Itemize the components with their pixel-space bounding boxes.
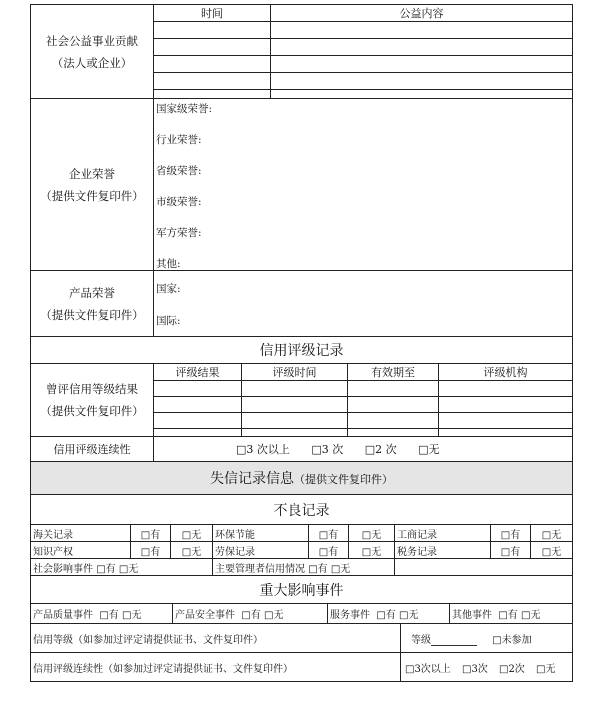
bad-record-label: 海关记录	[31, 525, 131, 542]
rating-cell[interactable]	[348, 381, 439, 397]
rating-continuity-label: 信用评级连续性	[31, 437, 154, 462]
bad-record-no[interactable]: □无	[171, 542, 213, 559]
enterprise-honor-label-line1: 企业荣誉	[69, 166, 115, 181]
empty-cell	[395, 559, 573, 576]
manager-credit-cell	[213, 559, 395, 576]
rating-cell[interactable]	[348, 429, 439, 437]
rating-cell[interactable]	[348, 397, 439, 413]
bad-records-table	[30, 524, 573, 576]
bad-record-yes[interactable]: □有	[309, 525, 349, 542]
continuity-option-3plus[interactable]: □3 次以上	[236, 443, 290, 456]
honor-industry: 行业荣誉:	[156, 134, 202, 146]
honor-provincial: 省级荣誉:	[156, 165, 202, 177]
major-event-yes[interactable]: □有	[498, 610, 518, 621]
col-rating-time: 评级时间	[242, 364, 348, 381]
rating-cell[interactable]	[242, 413, 348, 429]
bad-record-yes[interactable]: □有	[491, 525, 531, 542]
public-welfare-label	[31, 5, 154, 99]
major-event-yes[interactable]: □有	[99, 610, 119, 621]
major-event-yes[interactable]: □有	[241, 610, 261, 621]
major-event-label: 其他事件	[452, 610, 492, 621]
col-time-header: 时间	[154, 5, 271, 22]
enterprise-honor-label-line2: （提供文件复印件）	[40, 188, 144, 203]
bad-record-label: 知识产权	[31, 542, 131, 559]
grade-blank[interactable]	[431, 635, 477, 646]
col-valid-until: 有效期至	[348, 364, 439, 381]
product-honor-label-line2: （提供文件复印件）	[40, 307, 144, 322]
welfare-content-cell[interactable]	[271, 39, 573, 56]
welfare-time-cell[interactable]	[154, 39, 271, 56]
rating-cell[interactable]	[154, 429, 242, 437]
bad-record-no[interactable]: □无	[349, 542, 395, 559]
bad-record-no[interactable]: □无	[349, 525, 395, 542]
product-honor-fields[interactable]	[154, 271, 573, 337]
continuity-option-3[interactable]: □3 次	[311, 443, 344, 456]
major-event-no[interactable]: □无	[122, 610, 142, 621]
credit-continuity-label: 信用评级连续性（如参加过评定请提供证书、文件复印件）	[31, 653, 401, 682]
major-event-other	[450, 604, 573, 624]
major-event-safety	[173, 604, 328, 624]
product-honor-label-line1: 产品荣誉	[69, 285, 115, 300]
major-event-label: 产品质量事件	[33, 610, 93, 621]
enterprise-honor-label	[31, 99, 154, 271]
rating-cell[interactable]	[154, 397, 242, 413]
welfare-time-cell[interactable]	[154, 73, 271, 90]
continuity2-option-2[interactable]: □2次	[499, 663, 525, 675]
bad-record-label: 劳保记录	[213, 542, 309, 559]
public-welfare-label-line1: 社会公益事业贡献	[46, 33, 138, 48]
welfare-content-cell[interactable]	[271, 22, 573, 39]
product-honor-international: 国际:	[156, 315, 181, 327]
credit-rating-label-line2: （提供文件复印件）	[40, 404, 144, 418]
not-participated-option[interactable]: □未参加	[492, 634, 532, 646]
bad-record-no[interactable]: □无	[531, 542, 573, 559]
rating-cell[interactable]	[439, 397, 573, 413]
rating-cell[interactable]	[439, 381, 573, 397]
continuity2-option-3[interactable]: □3次	[462, 663, 488, 675]
dishonest-title-cell	[31, 462, 573, 495]
credit-rating-label	[31, 364, 154, 437]
rating-cell[interactable]	[348, 413, 439, 429]
honors-table	[30, 4, 573, 337]
bad-record-no[interactable]: □无	[531, 525, 573, 542]
major-event-no[interactable]: □无	[399, 610, 419, 621]
honor-national: 国家级荣誉:	[156, 103, 213, 115]
major-event-yes[interactable]: □有	[376, 610, 396, 621]
public-welfare-label-line2: （法人或企业）	[51, 55, 133, 70]
grade-label: 等级	[411, 634, 431, 646]
continuity2-option-3plus[interactable]: □3次以上	[405, 663, 451, 675]
continuity-option-none[interactable]: □无	[418, 443, 440, 456]
credit-rating-title: 信用评级记录	[31, 337, 573, 364]
manager-credit-no[interactable]: □无	[330, 563, 351, 575]
bad-record-yes[interactable]: □有	[309, 542, 349, 559]
major-event-label: 服务事件	[330, 610, 370, 621]
product-honor-label	[31, 271, 154, 337]
credit-continuity-options	[401, 653, 573, 682]
dishonest-title: 失信记录信息	[210, 471, 295, 487]
product-honor-national: 国家:	[156, 283, 181, 295]
rating-cell[interactable]	[242, 397, 348, 413]
welfare-time-cell[interactable]	[154, 22, 271, 39]
credit-level-options	[401, 624, 573, 653]
welfare-content-cell[interactable]	[271, 56, 573, 73]
col-content-header: 公益内容	[271, 5, 573, 22]
bad-record-no[interactable]: □无	[171, 525, 213, 542]
social-impact-label: 社会影响事件	[33, 563, 93, 575]
social-impact-yes[interactable]: □有	[96, 563, 116, 575]
credit-rating-label-line1: 曾评信用等级结果	[46, 382, 138, 396]
major-events-title: 重大影响事件	[31, 576, 573, 604]
manager-credit-yes[interactable]: □有	[308, 563, 328, 575]
bad-record-yes[interactable]: □有	[131, 542, 171, 559]
major-events-table	[30, 575, 573, 624]
credit-rating-table	[30, 336, 573, 462]
bad-record-yes[interactable]: □有	[131, 525, 171, 542]
credit-level-table	[30, 623, 573, 682]
dishonest-table	[30, 461, 573, 525]
bad-record-label: 工商记录	[395, 525, 491, 542]
rating-continuity-options	[154, 437, 573, 462]
credit-level-label: 信用等级（如参加过评定请提供证书、文件复印件）	[31, 624, 401, 653]
rating-cell[interactable]	[242, 381, 348, 397]
honor-municipal: 市级荣誉:	[156, 196, 202, 208]
welfare-time-cell[interactable]	[154, 90, 271, 99]
welfare-content-cell[interactable]	[271, 73, 573, 90]
bad-records-title: 不良记录	[31, 495, 573, 525]
bad-record-yes[interactable]: □有	[491, 542, 531, 559]
major-event-quality	[31, 604, 173, 624]
bad-record-label: 税务记录	[395, 542, 491, 559]
social-impact-cell	[31, 559, 213, 576]
major-event-label: 产品安全事件	[175, 610, 235, 621]
continuity2-option-none[interactable]: □无	[536, 663, 556, 675]
major-event-no[interactable]: □无	[521, 610, 541, 621]
dishonest-title-note: （提供文件复印件）	[294, 473, 394, 486]
continuity-option-2[interactable]: □2 次	[364, 443, 397, 456]
col-rating-result: 评级结果	[154, 364, 242, 381]
major-event-service	[328, 604, 450, 624]
welfare-time-cell[interactable]	[154, 56, 271, 73]
bad-record-label: 环保节能	[213, 525, 309, 542]
rating-cell[interactable]	[242, 429, 348, 437]
rating-cell[interactable]	[154, 381, 242, 397]
manager-credit-label: 主要管理者信用情况	[215, 563, 305, 575]
col-rating-agency: 评级机构	[439, 364, 573, 381]
rating-cell[interactable]	[439, 413, 573, 429]
major-event-no[interactable]: □无	[264, 610, 284, 621]
social-impact-no[interactable]: □无	[118, 563, 139, 575]
rating-cell[interactable]	[154, 413, 242, 429]
credit-form-sheet	[30, 4, 572, 682]
enterprise-honor-fields[interactable]	[154, 99, 573, 271]
honor-other: 其他:	[156, 258, 181, 270]
honor-military: 军方荣誉:	[156, 227, 202, 239]
welfare-content-cell[interactable]	[271, 90, 573, 99]
rating-cell[interactable]	[439, 429, 573, 437]
